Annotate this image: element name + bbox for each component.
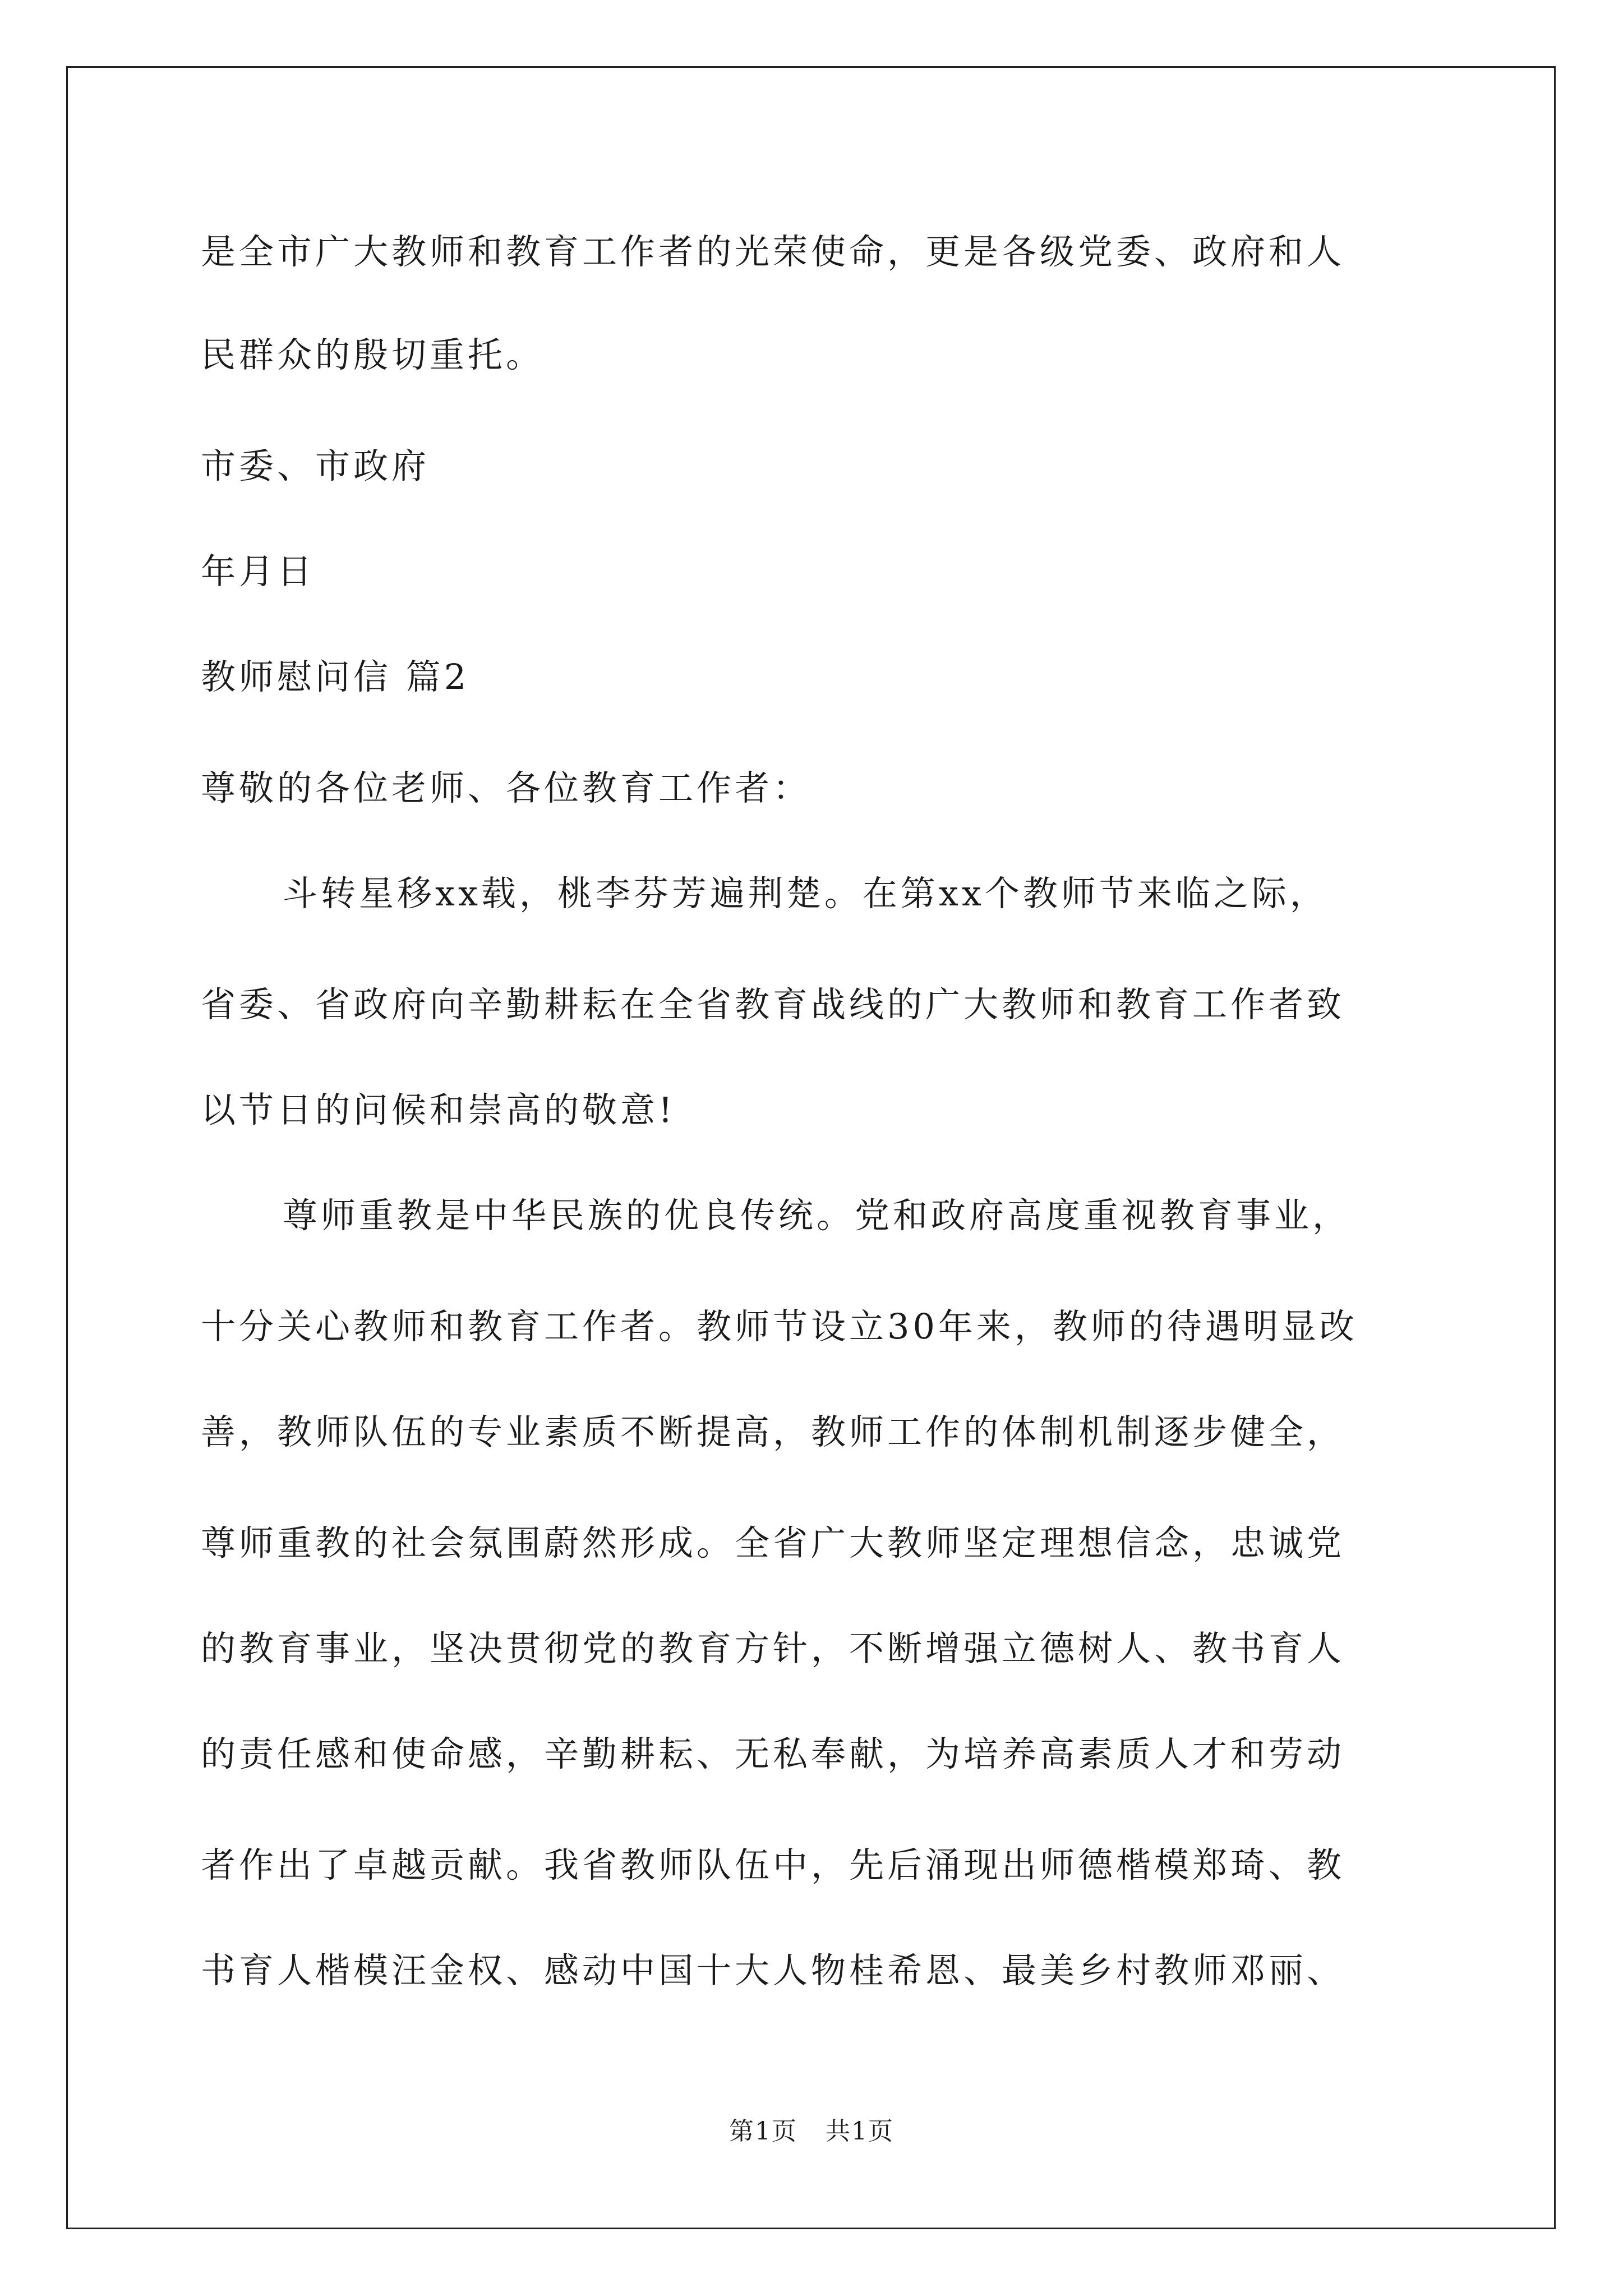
page-footer [0, 2119, 1623, 2144]
paragraph-first-line: 尊师重教是中华民族的优良传统。党和政府高度重视教育事业， [283, 1195, 1351, 1236]
date-line: 年月日 [201, 551, 316, 592]
salutation: 尊敬的各位老师、各位教育工作者： [201, 767, 811, 808]
signature-line: 市委、市政府 [201, 445, 430, 486]
page-number-total: 共1页 [826, 2117, 894, 2146]
body-text-line: 民群众的殷切重托。 [201, 334, 545, 375]
body-text-line: 的责任感和使命感，辛勤耕耘、无私奉献，为培养高素质人才和劳动 [201, 1733, 1345, 1774]
section-heading: 教师慰问信 篇2 [201, 656, 470, 697]
body-text-line: 十分关心教师和教育工作者。教师节设立30年来，教师的待遇明显改 [201, 1306, 1358, 1347]
body-text-line: 善，教师队伍的专业素质不断提高，教师工作的体制机制逐步健全， [201, 1411, 1345, 1452]
body-text-line: 省委、省政府向辛勤耕耘在全省教育战线的广大教师和教育工作者致 [201, 984, 1345, 1025]
body-text-line: 以节日的问候和崇高的敬意! [201, 1089, 676, 1130]
body-text-line: 尊师重教的社会氛围蔚然形成。全省广大教师坚定理想信念，忠诚党 [201, 1522, 1345, 1563]
page-border [66, 66, 1556, 2229]
paragraph-first-line: 斗转星移xx载，桃李芬芳遍荆楚。在第xx个教师节来临之际， [283, 873, 1328, 914]
body-text-line: 的教育事业，坚决贯彻党的教育方针，不断增强立德树人、教书育人 [201, 1628, 1345, 1669]
body-text-line: 者作出了卓越贡献。我省教师队伍中，先后涌现出师德楷模郑琦、教 [201, 1844, 1345, 1885]
page-number-current: 第1页 [729, 2117, 797, 2146]
body-text-line: 是全市广大教师和教育工作者的光荣使命，更是各级党委、政府和人 [201, 231, 1345, 272]
body-text-line: 书育人楷模汪金权、感动中国十大人物桂希恩、最美乡村教师邓丽、 [201, 1950, 1345, 1991]
